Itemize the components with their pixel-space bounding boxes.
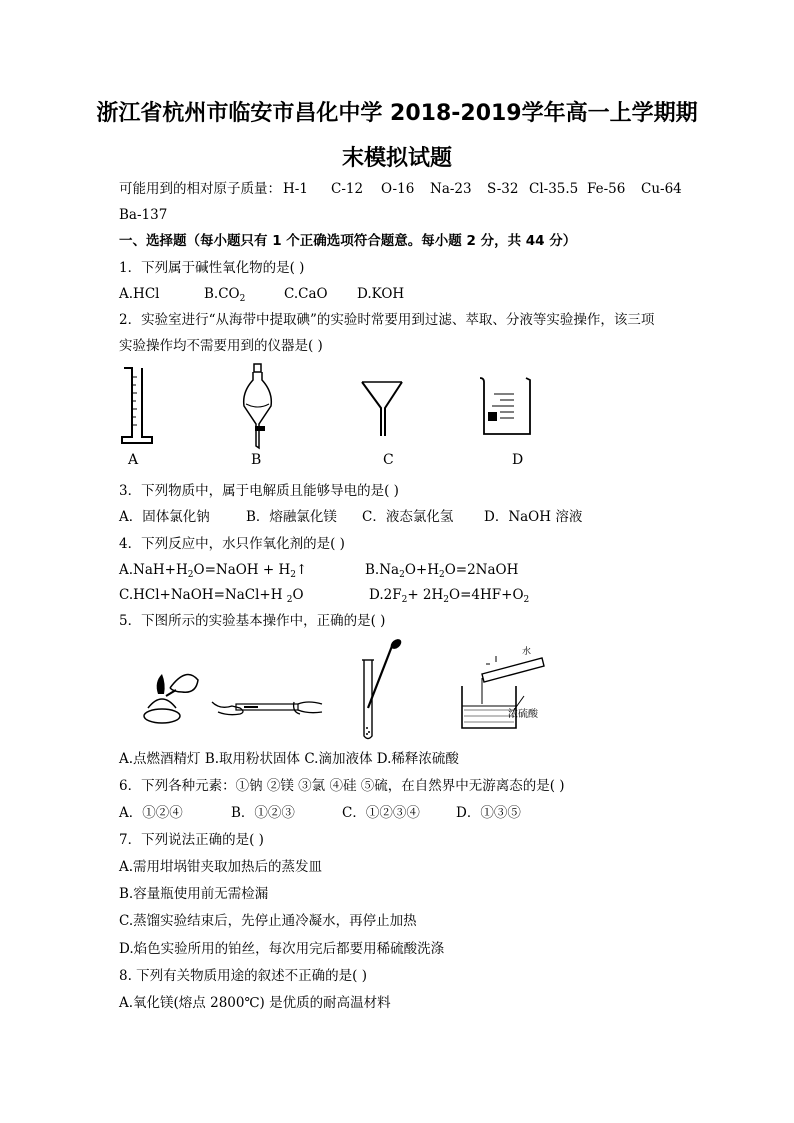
- q7-option-b: B.容量瓶使用前无需检漏: [119, 886, 269, 902]
- q8-option-a: A.氧化镁(熔点 2800℃) 是优质的耐高温材料: [119, 995, 391, 1011]
- q1-option-b: $B.CO_2$: [204, 286, 246, 304]
- q2-label-b: B: [251, 452, 262, 468]
- section-heading: 一、选择题（每小题只有 1 个正确选项符合题意。每小题 2 分，共 44 分）: [119, 233, 577, 249]
- q1-stem: 1．下列属于碱性氧化物的是( ): [119, 260, 305, 276]
- dropping-liquid-figure: [352, 638, 416, 742]
- q3-option-a: A．固体氯化钠: [119, 509, 210, 525]
- atomic-mass-item: Fe-56: [587, 181, 626, 197]
- exam-title-line2: 末模拟试题: [341, 146, 452, 171]
- funnel-figure: [360, 378, 404, 440]
- q7-stem: 7．下列说法正确的是( ): [119, 832, 264, 848]
- q8-stem: 8. 下列有关物质用途的叙述不正确的是( ): [119, 968, 367, 984]
- q6-stem: 6．下列各种元素：①钠 ②镁 ③氯 ④硅 ⑤硫，在自然界中无游离态的是( ): [119, 778, 565, 794]
- q7-option-c: C.蒸馏实验结束后，先停止通冷凝水，再停止加热: [119, 913, 417, 929]
- q4-option-d: $D.2F_2+ 2H_2O=4HF+O_2$: [369, 587, 530, 605]
- atomic-mass-item: Cl-35.5: [529, 181, 579, 197]
- q3-option-b: B．熔融氯化镁: [246, 509, 337, 525]
- q3-stem: 3．下列物质中，属于电解质且能够导电的是( ): [119, 483, 399, 499]
- q4-option-a: $A.NaH+H_2O=NaOH$ + $H_2↑$: [119, 562, 308, 580]
- atomic-mass-item: Na-23: [430, 181, 472, 197]
- q2-label-d: D: [512, 452, 524, 468]
- q6-option-d: D．①③⑤: [456, 805, 521, 821]
- q5-options: A.点燃酒精灯 B.取用粉状固体 C.滴加液体 D.稀释浓硫酸: [119, 751, 459, 767]
- q5-stem: 5．下图所示的实验基本操作中，正确的是( ): [119, 613, 386, 629]
- dilute-acid-figure: [458, 646, 556, 732]
- atomic-mass-item: Cu-64: [641, 181, 682, 197]
- powder-solid-figure: [210, 690, 326, 720]
- q1-option-a: A.HCl: [119, 286, 160, 302]
- q5-water-label: 水: [522, 647, 532, 657]
- q4-option-b: $B.Na_2O+H_2O=2NaOH$: [365, 562, 519, 580]
- q3-option-d: D．NaOH 溶液: [484, 509, 583, 525]
- q6-option-b: B．①②③: [231, 805, 295, 821]
- alcohol-lamp-figure: [140, 660, 204, 730]
- atomic-mass-last: Ba-137: [119, 207, 168, 223]
- q2-label-c: C: [383, 452, 394, 468]
- atomic-mass-item: H-1: [283, 181, 308, 197]
- atomic-mass-item: O-16: [381, 181, 415, 197]
- separatory-funnel-figure: [238, 362, 278, 452]
- q7-option-d: D.焰色实验所用的铂丝，每次用完后都要用稀硫酸洗涤: [119, 941, 445, 957]
- q2-label-a: A: [128, 452, 139, 468]
- atomic-mass-line: [119, 180, 682, 198]
- q6-option-c: C．①②③④: [342, 805, 420, 821]
- q4-stem: 4．下列反应中，水只作氧化剂的是( ): [119, 536, 345, 552]
- q1-option-d: D.KOH: [357, 286, 405, 302]
- q3-option-c: C．液态氯化氢: [362, 509, 454, 525]
- q1-option-c: C.CaO: [284, 286, 328, 302]
- q4-option-c: C.HCl+NaOH=NaCl+H $_2$O: [119, 587, 304, 605]
- q6-option-a: A．①②④: [119, 805, 183, 821]
- exam-title-line1: 浙江省杭州市临安市昌化中学 2018-2019学年高一上学期期: [96, 101, 698, 126]
- q5-acid-label: 浓硫酸: [508, 709, 538, 720]
- q2-stem-line1: 2．实验室进行“从海带中提取碘”的实验时常要用到过滤、萃取、分液等实验操作，该三项: [119, 312, 655, 328]
- atomic-mass-item: S-32: [487, 181, 519, 197]
- q2-stem-line2: 实验操作均不需要用到的仪器是( ): [119, 338, 323, 354]
- atomic-mass-item: C-12: [331, 181, 364, 197]
- beaker-figure: [478, 374, 536, 440]
- q7-option-a: A.需用坩埚钳夹取加热后的蒸发皿: [119, 859, 323, 875]
- graduated-cylinder-figure: [118, 365, 158, 445]
- atomic-mass-label: 可能用到的相对原子质量：: [119, 181, 281, 197]
